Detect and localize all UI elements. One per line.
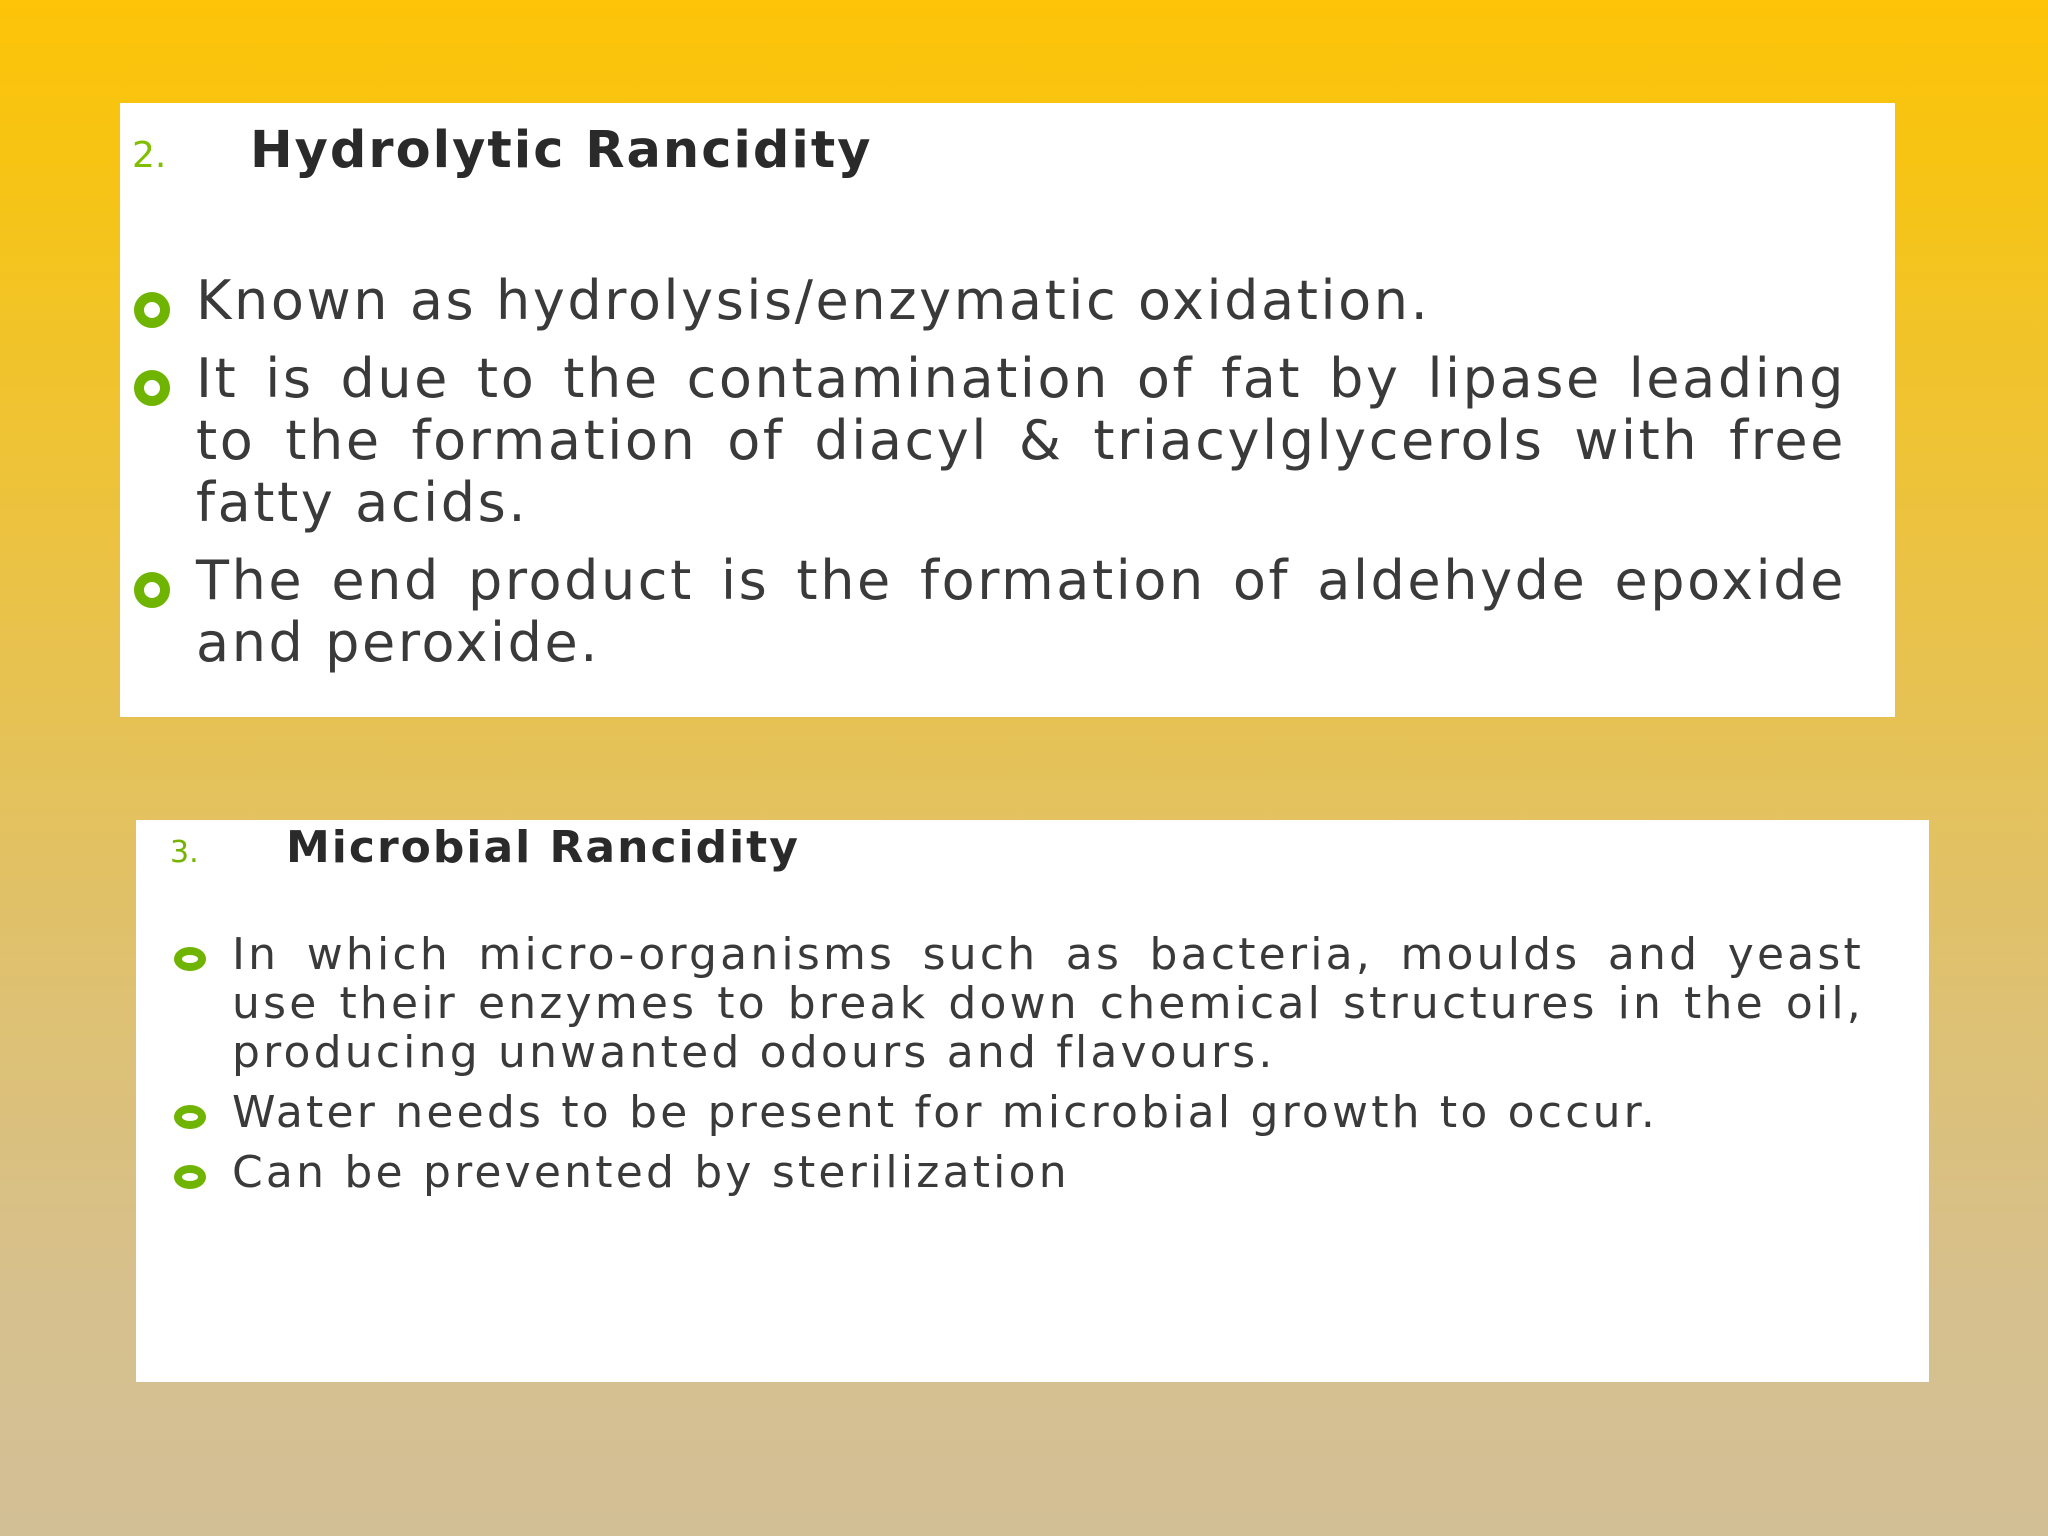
list-item bbox=[174, 930, 1864, 1088]
bullet-text: Water needs to be present for microbial growth to occur. bbox=[232, 1087, 1659, 1138]
list-item bbox=[134, 270, 1846, 348]
section-number: 2. bbox=[132, 135, 167, 176]
bullet-text: The end product is the formation of aldehyde epoxide and peroxide. bbox=[196, 549, 1846, 674]
ring-bullet-icon bbox=[174, 947, 206, 971]
list-item bbox=[134, 550, 1846, 690]
list-item bbox=[134, 348, 1846, 550]
section-heading bbox=[170, 822, 800, 873]
bullet-text: It is due to the contamination of fat by lipase leading to the formation of diacyl & triacylglycerols with free fatty acids. bbox=[196, 347, 1846, 534]
hydrolytic-rancidity-panel bbox=[120, 103, 1895, 717]
bullet-text: Can be prevented by sterilization bbox=[232, 1147, 1070, 1198]
ring-bullet-icon bbox=[174, 1165, 206, 1189]
section-number: 3. bbox=[170, 835, 199, 870]
list-item bbox=[174, 1148, 1864, 1208]
section-heading bbox=[132, 121, 873, 180]
bullet-text: Known as hydrolysis/enzymatic oxidation. bbox=[196, 269, 1431, 332]
ring-bullet-icon bbox=[134, 572, 170, 608]
ring-bullet-icon bbox=[134, 370, 170, 406]
microbial-rancidity-panel bbox=[136, 820, 1929, 1382]
bullet-list bbox=[174, 930, 1864, 1208]
bullet-text: In which micro-organisms such as bacteria, moulds and yeast use their enzymes to break down chemical structures in the oil, producing unwanted odours and flavours. bbox=[232, 929, 1864, 1078]
list-item bbox=[174, 1088, 1864, 1148]
ring-bullet-icon bbox=[134, 292, 170, 328]
ring-bullet-icon bbox=[174, 1105, 206, 1129]
section-title: Hydrolytic Rancidity bbox=[250, 121, 873, 180]
section-title: Microbial Rancidity bbox=[286, 822, 800, 873]
bullet-list bbox=[134, 270, 1846, 690]
